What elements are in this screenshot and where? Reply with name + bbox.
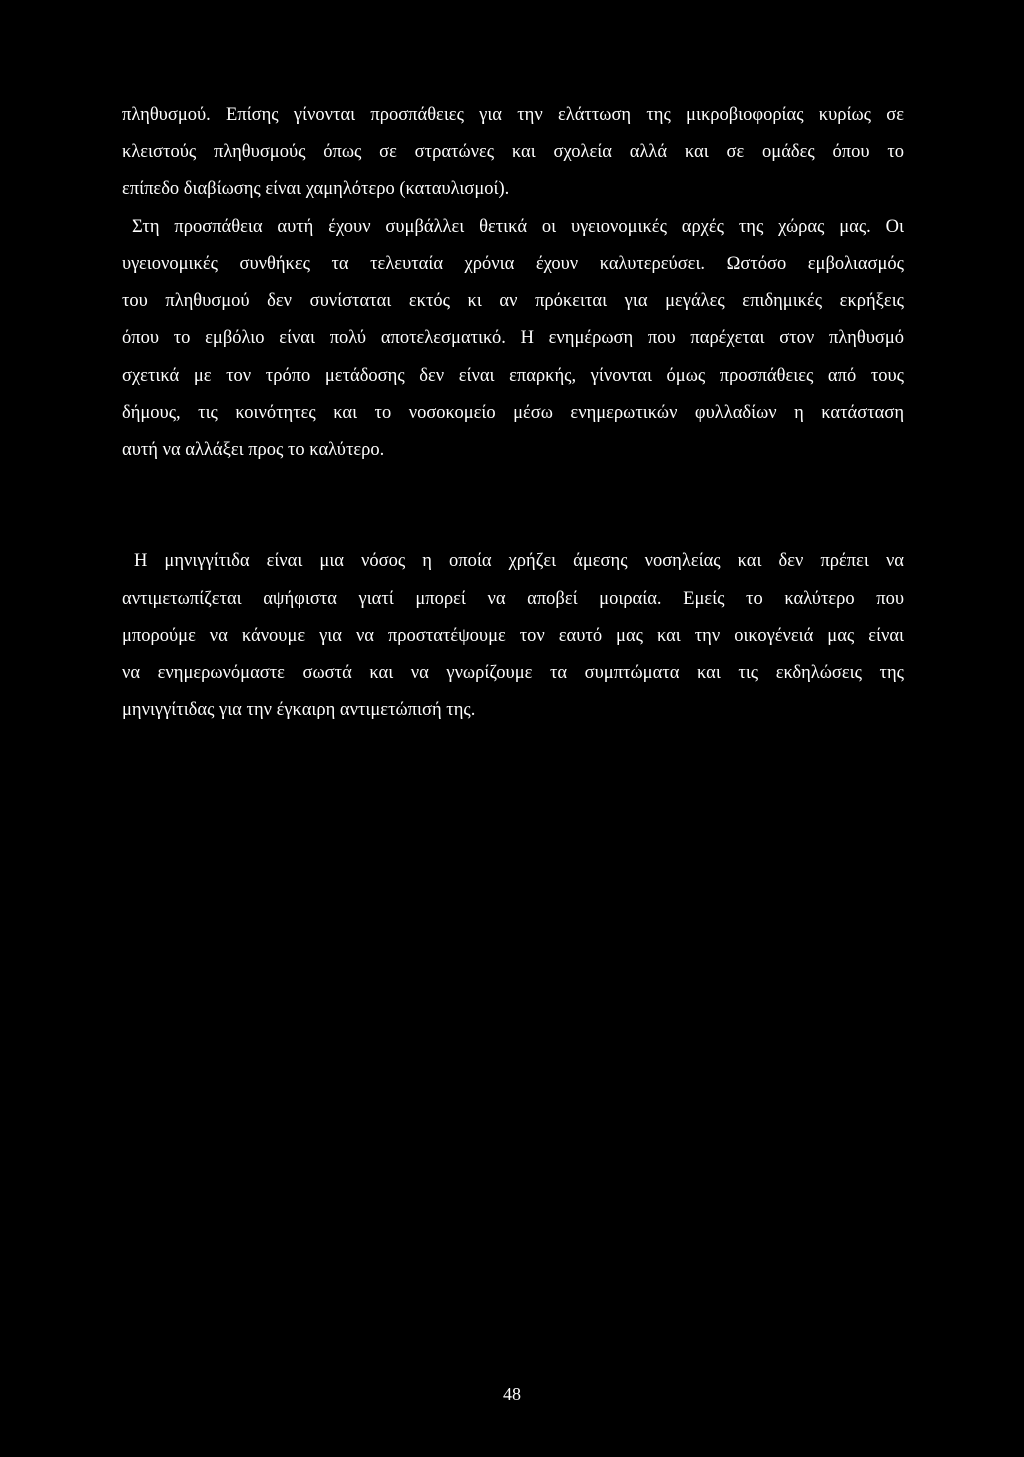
paragraph-3-line-1: Η μηνιγγίτιδα είναι μια νόσος η οποία χρήζει άμεσης νοσηλείας και δεν πρέπει να bbox=[134, 551, 904, 571]
paragraph-2-line-7: αυτή να αλλάξει προς το καλύτερο. bbox=[122, 440, 385, 460]
paragraph-2-line-2: υγειονομικές συνθήκες τα τελευταία χρόνια έχουν καλυτερεύσει. Ωστόσο εμβολιασμός bbox=[122, 254, 904, 274]
page-number: 48 bbox=[503, 1384, 521, 1404]
paragraph-2-line-5: σχετικά με τον τρόπο μετάδοσης δεν είναι επαρκής, γίνονται όμως προσπάθειες από τους bbox=[122, 366, 904, 386]
paragraph-3-line-2: αντιμετωπίζεται αψήφιστα γιατί μπορεί να αποβεί μοιραία. Εμείς το καλύτερο που bbox=[122, 589, 904, 609]
paragraph-1-line-1: πληθυσμού. Επίσης γίνονται προσπάθειες για την ελάττωση της μικροβιοφορίας κυρίως σε bbox=[122, 105, 904, 125]
paragraph-3-line-5: μηνιγγίτιδας για την έγκαιρη αντιμετώπισή της. bbox=[122, 700, 476, 720]
paragraph-1-line-3: επίπεδο διαβίωσης είναι χαμηλότερο (καταυλισμοί). bbox=[122, 179, 510, 199]
paragraph-3-line-3: μπορούμε να κάνουμε για να προστατέψουμε τον εαυτό μας και την οικογένειά μας είναι bbox=[122, 626, 904, 646]
paragraph-2-line-3: του πληθυσμού δεν συνίσταται εκτός κι αν πρόκειται για μεγάλες επιδημικές εκρήξεις bbox=[122, 291, 904, 311]
paragraph-2-line-4: όπου το εμβόλιο είναι πολύ αποτελεσματικό. Η ενημέρωση που παρέχεται στον πληθυσμό bbox=[122, 328, 904, 348]
paragraph-2-line-6: δήμους, τις κοινότητες και το νοσοκομείο μέσω ενημερωτικών φυλλαδίων η κατάσταση bbox=[122, 403, 904, 423]
paragraph-2-line-1: Στη προσπάθεια αυτή έχουν συμβάλλει θετικά οι υγειονομικές αρχές της χώρας μας. Οι bbox=[132, 217, 904, 237]
paragraph-1-line-2: κλειστούς πληθυσμούς όπως σε στρατώνες και σχολεία αλλά και σε ομάδες όπου το bbox=[122, 142, 904, 162]
paragraph-3-line-4: να ενημερωνόμαστε σωστά και να γνωρίζουμε τα συμπτώματα και τις εκδηλώσεις της bbox=[122, 663, 904, 683]
